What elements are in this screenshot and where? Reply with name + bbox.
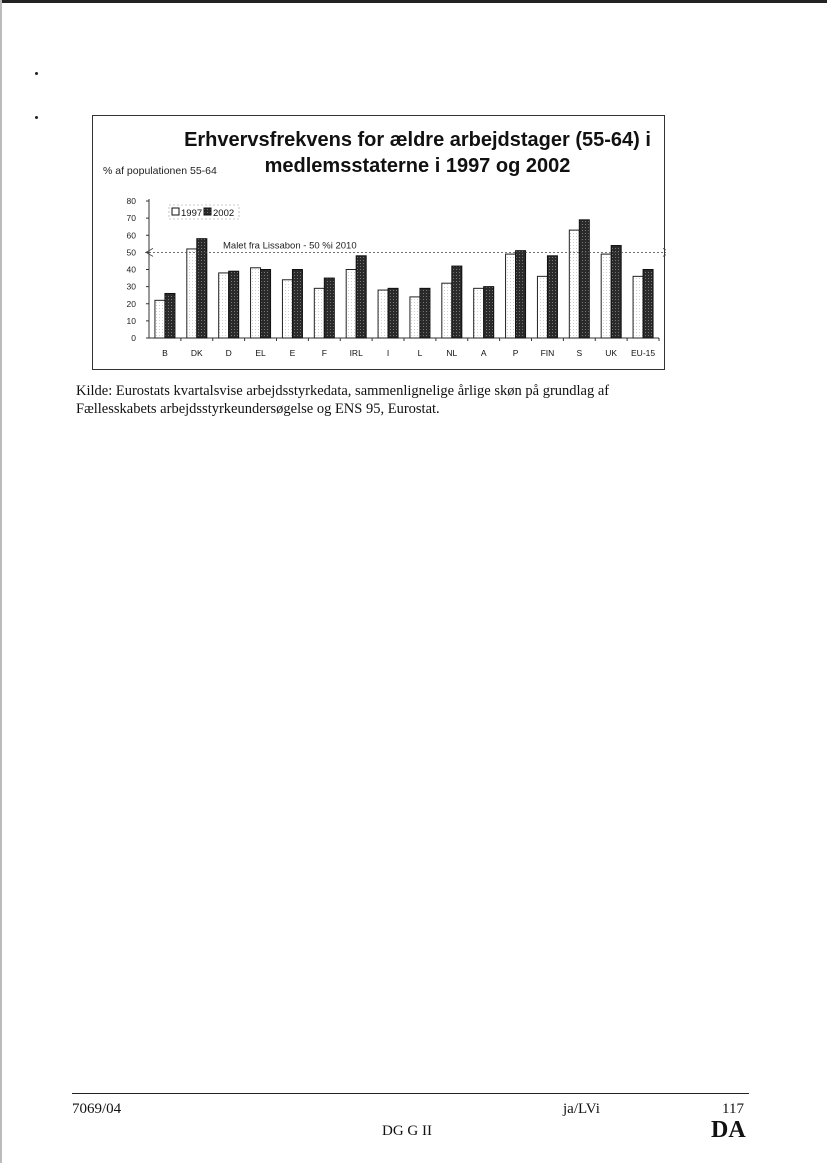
x-tick-label: D xyxy=(225,348,232,358)
bar-1997 xyxy=(442,283,452,338)
bar-1997 xyxy=(410,297,420,338)
y-tick-label: 80 xyxy=(126,196,136,206)
bar-2002 xyxy=(452,266,462,338)
x-tick-label: EU-15 xyxy=(631,348,656,358)
y-tick-label: 30 xyxy=(126,281,136,292)
x-tick-label: P xyxy=(512,348,519,358)
x-tick-label: I xyxy=(386,348,390,358)
x-tick-label: NL xyxy=(446,348,458,358)
legend-label-1997: 1997 xyxy=(181,208,203,219)
page-number: 117 xyxy=(722,1101,744,1117)
bar-2002 xyxy=(292,270,302,339)
x-tick-label: A xyxy=(480,348,487,358)
bar-2002 xyxy=(611,246,621,338)
y-tick-label: 50 xyxy=(126,247,136,258)
legend-label-2002: 2002 xyxy=(213,208,235,219)
bar-1997 xyxy=(282,280,292,338)
bar-2002 xyxy=(356,256,366,338)
bar-1997 xyxy=(601,254,611,338)
bar-chart xyxy=(93,116,666,371)
bar-2002 xyxy=(643,270,653,339)
document-number: 7069/04 xyxy=(72,1101,122,1117)
bar-1997 xyxy=(219,273,229,338)
y-axis-label: % af populationen 55-64 xyxy=(103,165,217,177)
footer-rule xyxy=(72,1093,749,1094)
bullet-dot xyxy=(35,72,38,75)
bar-2002 xyxy=(229,271,239,338)
x-tick-label: FIN xyxy=(540,348,555,358)
bullet-dot xyxy=(35,116,38,119)
y-tick-label: 20 xyxy=(126,298,136,309)
bar-2002 xyxy=(324,278,334,338)
bar-1997 xyxy=(474,288,484,338)
bar-2002 xyxy=(516,251,526,338)
bar-1997 xyxy=(537,276,547,338)
source-caption: Kilde: Eurostats kvartalsvise arbejdsstyrkedata, sammenlignelige årlige skøn på grundlag af Fællesskabets arbejdsstyrkeundersøgelse og ENS 95, Eurostat. xyxy=(76,383,610,417)
initials: ja/LVi xyxy=(563,1101,600,1117)
y-tick-label: 60 xyxy=(126,230,136,241)
y-tick-label: 10 xyxy=(126,315,136,326)
x-tick-label: EL xyxy=(255,348,266,358)
top-rule xyxy=(0,0,827,3)
x-tick-label: L xyxy=(417,348,423,358)
legend-swatch-2002 xyxy=(204,208,211,215)
bar-1997 xyxy=(251,268,261,338)
bar-2002 xyxy=(165,293,175,338)
chart-frame xyxy=(92,115,665,370)
bar-1997 xyxy=(187,249,197,338)
bar-2002 xyxy=(484,287,494,338)
x-tick-label: S xyxy=(576,348,583,358)
chart-title: Erhvervsfrekvens for ældre arbejdstager (55-64) i medlemsstaterne i 1997 og 2002 xyxy=(184,129,651,177)
x-tick-label: UK xyxy=(605,348,618,358)
target-label: Malet fra Lissabon - 50 %i 2010 xyxy=(223,240,357,252)
x-tick-label: IRL xyxy=(349,348,363,358)
scan-edge xyxy=(0,0,2,1163)
x-tick-label: F xyxy=(321,348,327,358)
bar-1997 xyxy=(633,276,643,338)
bar-2002 xyxy=(197,239,207,338)
x-tick-label: B xyxy=(162,348,168,358)
bar-2002 xyxy=(261,270,271,339)
bar-1997 xyxy=(569,230,579,338)
y-tick-label: 40 xyxy=(126,264,136,275)
language-code: DA xyxy=(711,1117,746,1143)
y-tick-label: 0 xyxy=(131,333,136,343)
bar-1997 xyxy=(346,270,356,339)
bar-1997 xyxy=(155,300,165,338)
bar-2002 xyxy=(547,256,557,338)
bar-2002 xyxy=(579,220,589,338)
bar-2002 xyxy=(388,288,398,338)
x-tick-label: DK xyxy=(190,348,203,358)
x-tick-label: E xyxy=(289,348,296,358)
bar-1997 xyxy=(314,288,324,338)
department: DG G II xyxy=(382,1123,432,1139)
legend-swatch-1997 xyxy=(172,208,179,215)
y-tick-label: 70 xyxy=(126,213,136,224)
bar-1997 xyxy=(506,254,516,338)
bar-2002 xyxy=(420,288,430,338)
bar-1997 xyxy=(378,290,388,338)
